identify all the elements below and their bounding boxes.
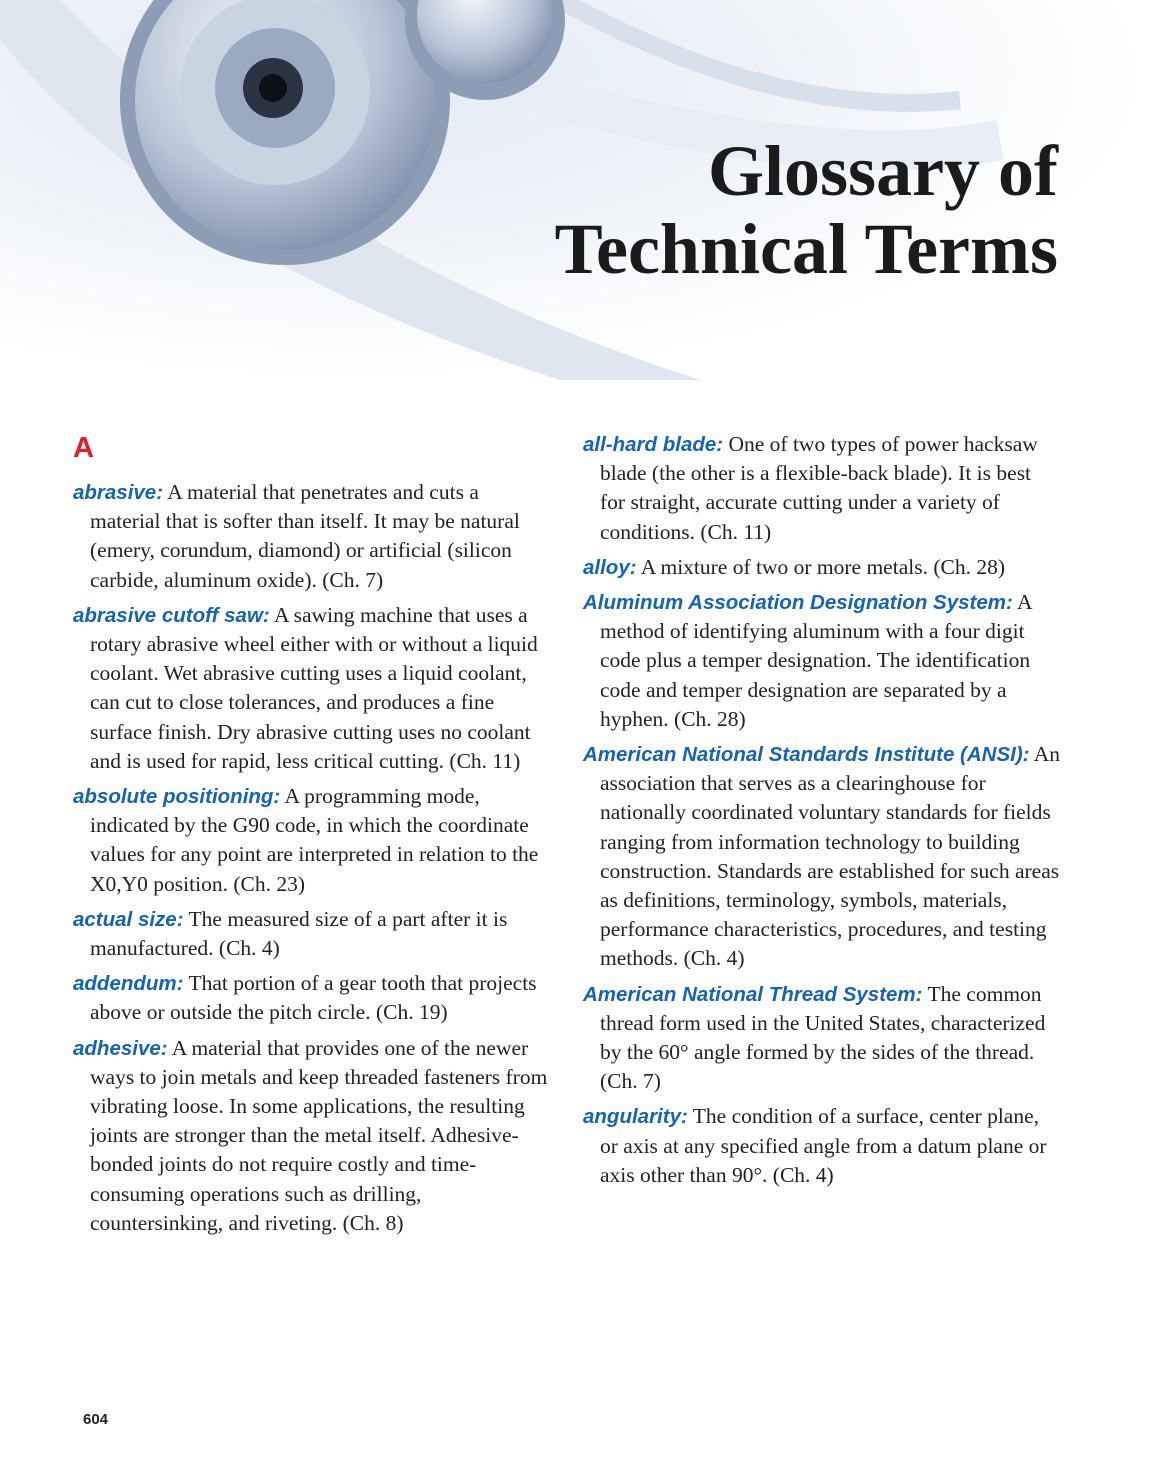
glossary-definition: A sawing machine that uses a rotary abrasive wheel either with or without a liquid coolant. Wet abrasive cutting uses a liquid coolant, can cut to close tolerances, and produces a fine surface finish. Dry abrasive cutting uses no coolant and is used for rapid, less critical cutting. (Ch. 11): [90, 602, 538, 773]
glossary-entry: [73, 478, 551, 595]
glossary-entry: [73, 1034, 551, 1238]
large-gear-icon: [120, 0, 450, 265]
glossary-definition: The common thread form used in the United States, characterized by the 60° angle formed by the sides of the thread. (Ch. 7): [600, 981, 1046, 1094]
glossary-term: American National Thread System:: [583, 982, 923, 1006]
glossary-definition: A method of identifying aluminum with a four digit code plus a temper designation. The identification code and temper designation are separated by a hyphen. (Ch. 28): [600, 590, 1032, 731]
glossary-definition: A material that provides one of the newer ways to join metals and keep threaded fasteners from vibrating loose. In some applications, the resulting joints are stronger than the metal itself. Adhesive-bonded joints do not require costly and time-consuming operations such as drilling, countersinking, and riveting. (Ch. 8): [90, 1035, 548, 1235]
glossary-entry: [73, 905, 551, 963]
glossary-term: all-hard blade:: [583, 433, 724, 456]
header-gears-image: [0, 0, 1156, 380]
glossary-entry: [73, 969, 551, 1027]
glossary-definition: A mixture of two or more metals. (Ch. 28): [640, 554, 1005, 579]
page-title: [555, 132, 1058, 288]
glossary-definition: A material that penetrates and cuts a material that is softer than itself. It may be natural (emery, corundum, diamond) or artificial (silicon carbide, aluminum oxide). (Ch. 7): [90, 480, 520, 592]
glossary-entry: [583, 740, 1061, 974]
glossary-term: actual size:: [73, 907, 184, 931]
glossary-entry: [583, 1102, 1061, 1190]
glossary-term: alloy:: [583, 555, 637, 579]
glossary-definition: That portion of a gear tooth that projects above or outside the pitch circle. (Ch. 19): [90, 971, 537, 1025]
glossary-entry: [583, 588, 1061, 734]
left-column: [73, 478, 551, 1244]
glossary-definition: An association that serves as a clearinghouse for nationally coordinated voluntary standards for fields ranging from information technology to building construction. Standards are established for such areas as definitions, terminology, symbols, materials, performance characteristics, procedures, and testing methods. (Ch. 4): [600, 742, 1060, 971]
glossary-term: American National Standards Institute (ANSI):: [583, 743, 1030, 767]
glossary-entry: [583, 430, 1061, 547]
glossary-term: absolute positioning:: [73, 785, 281, 809]
title-line-1: Glossary of: [708, 131, 1058, 211]
section-letter: A: [73, 432, 94, 464]
glossary-term: abrasive cutoff saw:: [73, 603, 270, 627]
glossary-entry: [583, 980, 1061, 1097]
glossary-definition: One of two types of power hacksaw blade (the other is a flexible-back blade). It is best for straight, accurate cutting under a variety of conditions. (Ch. 11): [600, 432, 1038, 544]
page-number: 604: [83, 1411, 109, 1428]
glossary-term: abrasive:: [73, 481, 164, 504]
glossary-entry: [583, 553, 1061, 582]
glossary-term: Aluminum Association Designation System:: [583, 591, 1013, 615]
right-column: [583, 430, 1061, 1196]
glossary-definition: The condition of a surface, center plane, or axis at any specified angle from a datum plane or axis other than 90°. (Ch. 4): [600, 1104, 1047, 1187]
title-line-2: Technical Terms: [554, 209, 1058, 289]
glossary-definition: The measured size of a part after it is manufactured. (Ch. 4): [90, 906, 508, 961]
glossary-term: angularity:: [583, 1105, 688, 1129]
glossary-term: addendum:: [73, 972, 184, 996]
glossary-term: adhesive:: [73, 1036, 168, 1060]
glossary-entry: [73, 782, 551, 899]
glossary-definition: A programming mode, indicated by the G90 code, in which the coordinate values for any point are interpreted in relation to the X0,Y0 position. (Ch. 23): [90, 784, 539, 896]
glossary-entry: [73, 601, 551, 776]
